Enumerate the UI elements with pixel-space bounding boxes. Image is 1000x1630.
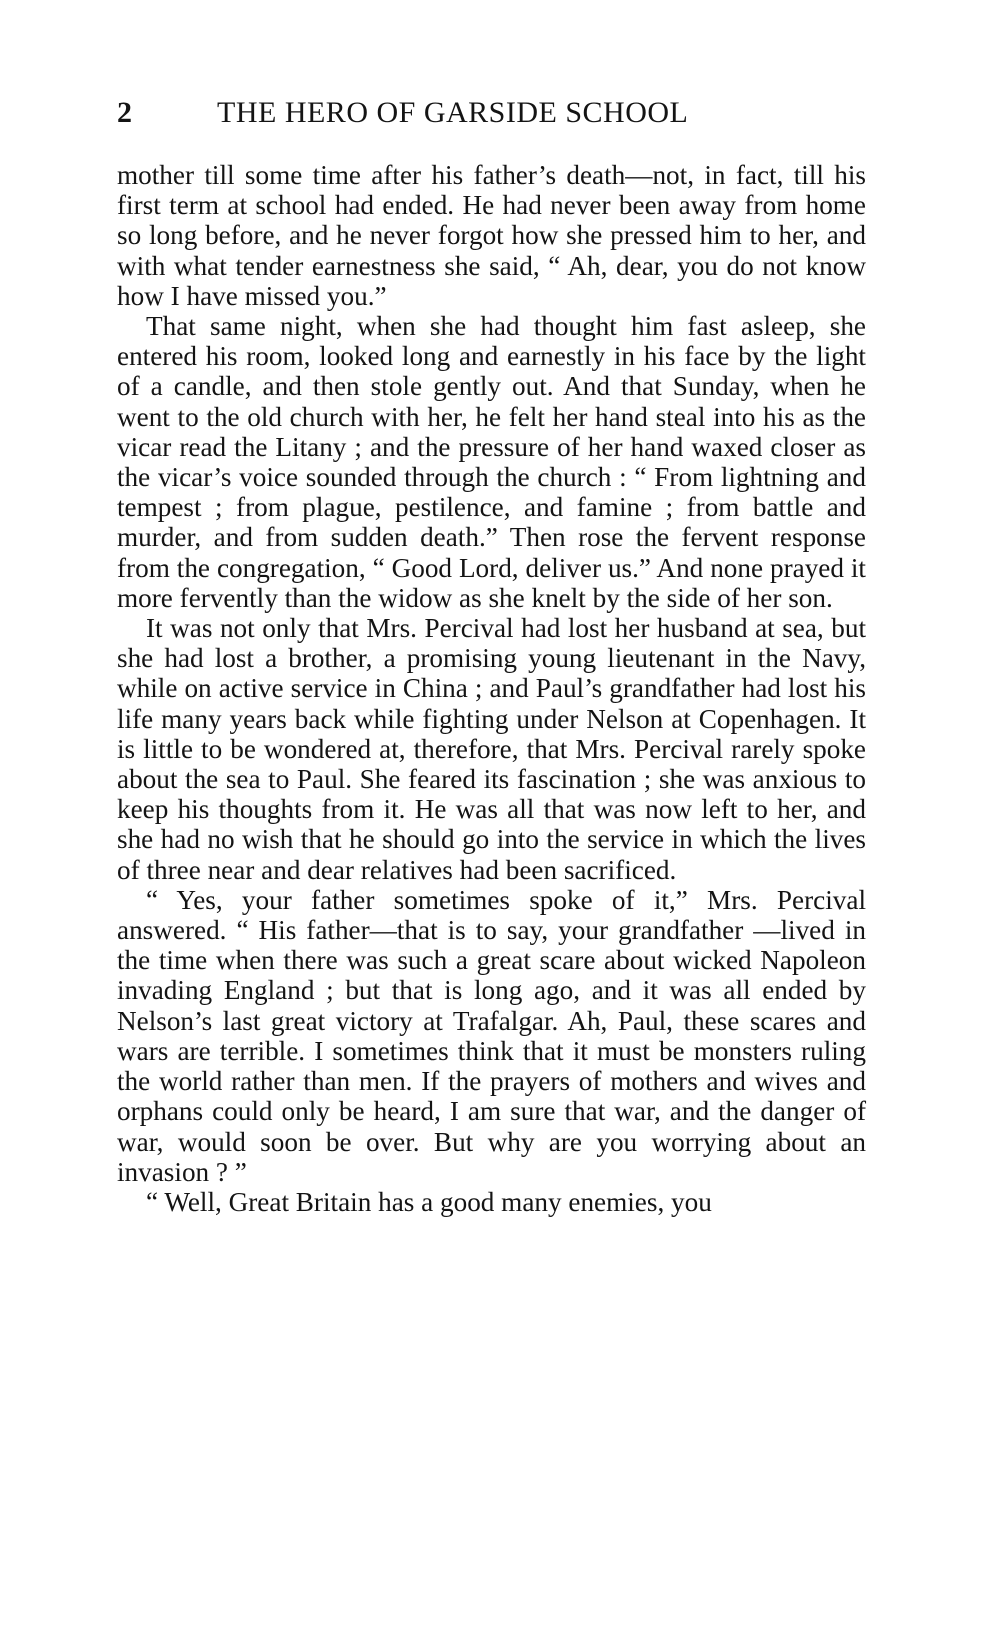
paragraph: It was not only that Mrs. Percival had lost her husband at sea, but she had lost a brother, a promising young lieutenant in the Navy, while on active service in China ; and Paul’s grandfather had lost his life many years back while fighting under Nelson at Copenhagen. It is little to be wondered at, therefore, that Mrs. Percival rarely spoke about the sea to Paul. She feared its fascination ; she was anxious to keep his thoughts from it. He was all that was now left to her, and she had no wish that he should go into the service in which the lives of three near and dear relatives had been sacrificed.: [117, 613, 866, 885]
body-text: [117, 160, 866, 1217]
paragraph-continued: mother till some time after his father’s death—not, in fact, till his first term at school had ended. He had never been away from home so long before, and he never forgot how she pressed him to her, and with what tender earnestness she said, “ Ah, dear, you do not know how I have missed you.”: [117, 160, 866, 311]
book-title: THE HERO OF GARSIDE SCHOOL: [217, 96, 689, 129]
paragraph: That same night, when she had thought him fast asleep, she entered his room, looked long and earnestly in his face by the light of a candle, and then stole gently out. And that Sunday, when he went to the old church with her, he felt her hand steal into his as the vicar read the Litany ; and the pressure of her hand waxed closer as the vicar’s voice sounded through the church : “ From lightning and tempest ; from plague, pestilence, and famine ; from battle and murder, and from sudden death.” Then rose the fervent response from the congregation, “ Good Lord, deliver us.” And none prayed it more fervently than the widow as she knelt by the side of her son.: [117, 311, 866, 613]
paragraph: “ Well, Great Britain has a good many enemies, you: [146, 1186, 712, 1217]
running-head: [117, 96, 867, 138]
paragraph: “ Yes, your father sometimes spoke of it,” Mrs. Percival answered. “ His father—that is to say, your grandfather —lived in the time when there was such a great scare about wicked Napoleon invading England ; but that is long ago, and it was all ended by Nelson’s last great victory at Trafalgar. Ah, Paul, these scares and wars are terrible. I sometimes think that it must be monsters ruling the world rather than men. If the prayers of mothers and wives and orphans could only be heard, I am sure that war, and the danger of war, would soon be over. But why are you worrying about an invasion ? ”: [117, 884, 866, 1187]
page-number: 2: [117, 96, 133, 129]
